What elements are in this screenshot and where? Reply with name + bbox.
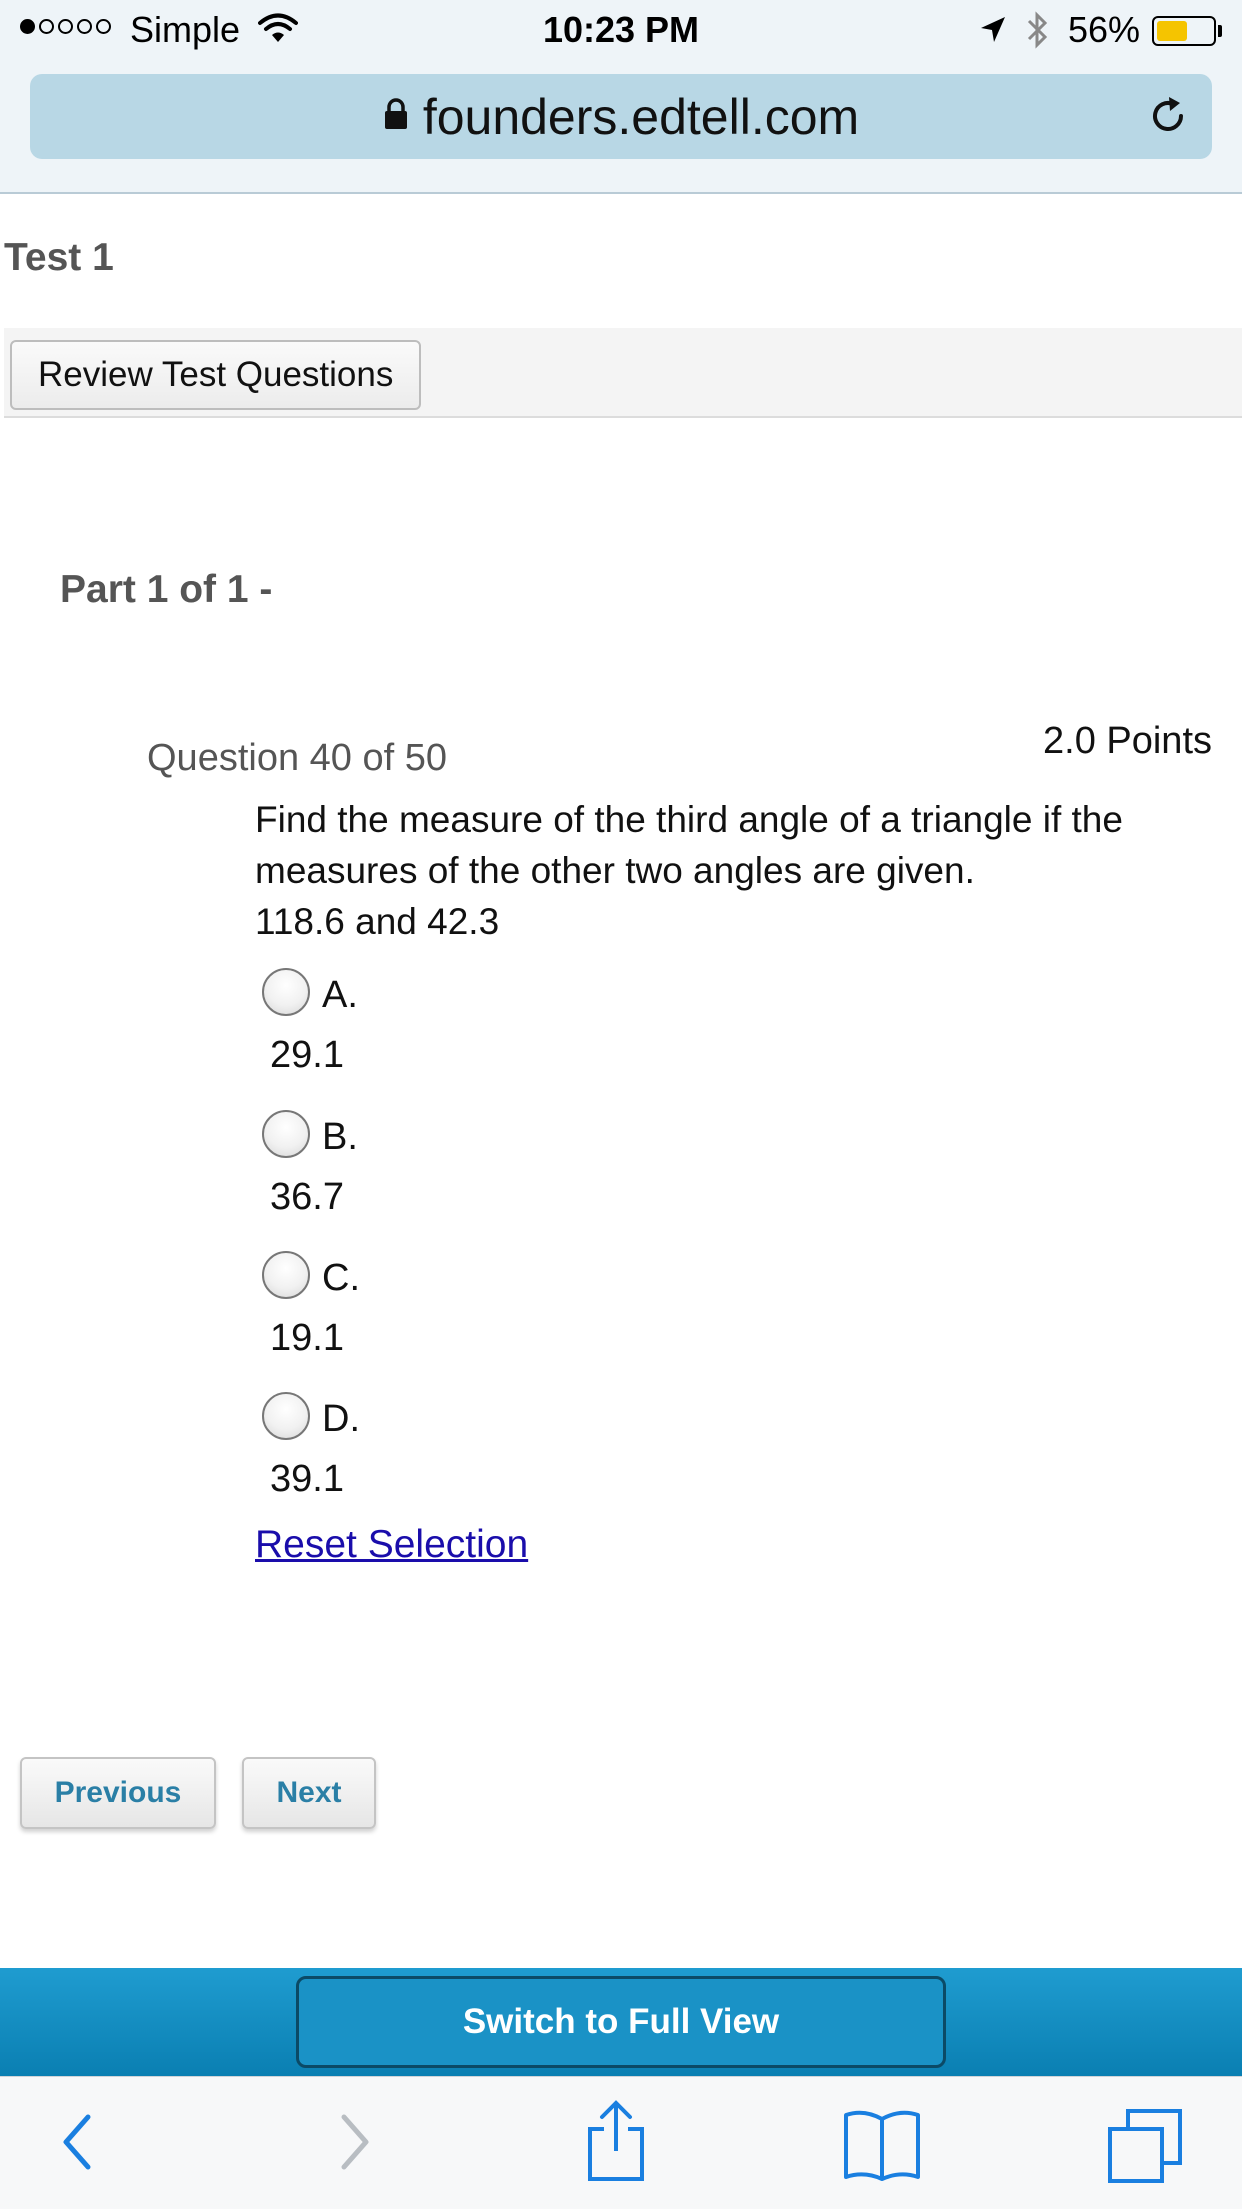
previous-button[interactable]: Previous [20,1757,216,1829]
radio-button-a[interactable] [262,968,310,1016]
review-test-questions-button[interactable]: Review Test Questions [10,340,421,410]
page-title: Test 1 [4,236,114,279]
browser-bottom-toolbar [0,2076,1242,2209]
option-value: 19.1 [270,1317,344,1359]
option-letter: B. [322,1116,358,1158]
question-points: 2.0 Points [1043,720,1212,762]
next-button[interactable]: Next [242,1757,376,1829]
option-letter: A. [322,974,358,1016]
radio-button-b[interactable] [262,1110,310,1158]
radio-button-c[interactable] [262,1251,310,1299]
carrier-name: Simple [130,9,241,50]
battery-percent: 56% [1068,9,1141,50]
bluetooth-icon [1022,10,1052,55]
share-icon[interactable] [584,2099,648,2188]
address-bar[interactable] [30,74,1212,159]
question-text-line: 118.6 and 42.3 [255,901,500,942]
radio-button-d[interactable] [262,1392,310,1440]
question-text-line: measures of the other two angles are given. [255,850,975,891]
option-value: 39.1 [270,1458,344,1500]
back-icon[interactable] [56,2107,100,2182]
location-arrow-icon [978,15,1008,50]
option-value: 36.7 [270,1176,344,1218]
reload-icon[interactable] [1146,94,1190,143]
question-text [255,794,1215,947]
question-text-line: Find the measure of the third angle of a triangle if the [255,799,1123,840]
option-letter: C. [322,1257,360,1299]
reset-selection-link[interactable]: Reset Selection [255,1523,529,1566]
status-bar [0,0,1242,60]
lock-icon [383,97,409,136]
forward-icon[interactable] [332,2107,376,2182]
switch-to-full-view-button[interactable]: Switch to Full View [296,1976,946,2068]
browser-top-chrome [0,0,1242,194]
tabs-icon[interactable] [1106,2107,1184,2190]
question-number: Question 40 of 50 [147,737,447,779]
part-title: Part 1 of 1 - [60,568,273,611]
clock: 10:23 PM [542,9,700,50]
test-toolbar [4,328,1242,418]
battery-icon [1152,16,1216,46]
full-view-bar [0,1968,1242,2076]
bookmarks-icon[interactable] [842,2107,922,2188]
url-text: founders.edtell.com [422,88,860,145]
option-value: 29.1 [270,1034,344,1076]
option-letter: D. [322,1398,360,1440]
